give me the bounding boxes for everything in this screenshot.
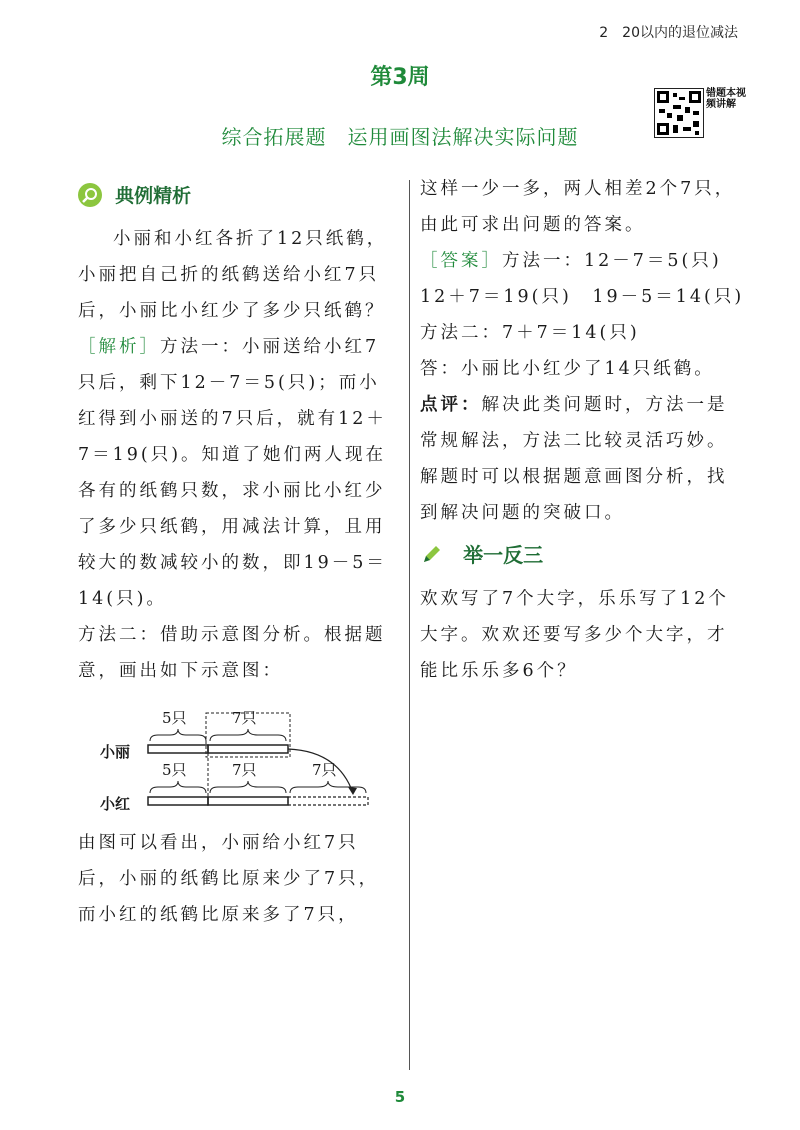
comparison-diagram [78,695,398,815]
diagram-explanation: 由图可以看出，小丽给小红7只后，小丽的纸鹤比原来少了7只，而小红的纸鹤比原来多了7只， [78,833,380,925]
analysis-text: 方法一：小丽送给小红7只后，剩下12－7＝5(只)；而小红得到小丽送的7只后，就有12＋7＝19(只)。知道了她们两人现在各有的纸鹤只数，求小丽比小红少了多少只纸鹤，用减法计算，且用较大的数减较小的数，即19－5＝14(只)。 [78,337,387,609]
comment-paragraph [420,387,745,531]
page-number: 5 [394,1088,406,1106]
diagram-xiaoli-5: 5只 [162,709,187,727]
page-subtitle: 综合拓展题 运用画图法解决实际问题 [221,125,579,149]
column-divider [409,180,410,1070]
comment-tag: 点评： [420,395,482,415]
qr-label: 错题本视频讲解 [706,88,746,110]
pencil-icon [420,542,444,566]
left-column [78,181,398,933]
diagram-xiaohong-7a: 7只 [232,761,257,779]
analysis-paragraph [78,329,398,617]
diagram-xiaohong-5: 5只 [162,761,187,779]
answer-tag: ［答案］ [420,251,502,271]
answer-method-one: 方法一：12－7＝5(只) [502,251,722,271]
explanation-continued: 这样一少一多，两人相差2个7只，由此可求出问题的答案。 [420,179,736,235]
diagram-xiaoli-7: 7只 [232,709,257,727]
analysis-tag: ［解析］ [78,337,160,357]
right-column [420,171,745,689]
practice-heading [420,539,745,575]
example-heading [78,181,398,213]
diagram-xiaohong-7b: 7只 [312,761,337,779]
method-two-text: 方法二：借助示意图分析。根据题意，画出如下示意图： [78,625,386,681]
diagram-label-xiaoli: 小丽 [100,743,131,761]
comment-text: 解决此类问题时，方法一是常规解法，方法二比较灵活巧妙。解题时可以根据题意画图分析，找到解决问题的突破口。 [420,395,728,523]
answer-line-4: 答：小丽比小红少了14只纸鹤。 [420,359,715,379]
answer-line-1 [420,243,745,279]
practice-heading-label: 举一反三 [463,543,544,567]
qr-code-icon[interactable] [654,88,704,138]
magnifier-icon [78,183,102,207]
example-problem: 小丽和小红各折了12只纸鹤，小丽把自己折的纸鹤送给小红7只后，小丽比小红少了多少只纸鹤？ [78,229,388,321]
example-heading-label: 典例精析 [115,185,192,207]
diagram-label-xiaohong: 小红 [100,795,131,813]
running-header: 2 20以内的退位减法 [599,25,738,41]
week-title: 第3周 [370,65,430,90]
answer-line-2: 12＋7＝19(只) 19－5＝14(只) [420,287,745,307]
answer-line-3: 方法二：7＋7＝14(只) [420,323,640,343]
practice-problem: 欢欢写了7个大字，乐乐写了12个大字。欢欢还要写多少个大字，才能比乐乐多6个？ [420,589,729,681]
